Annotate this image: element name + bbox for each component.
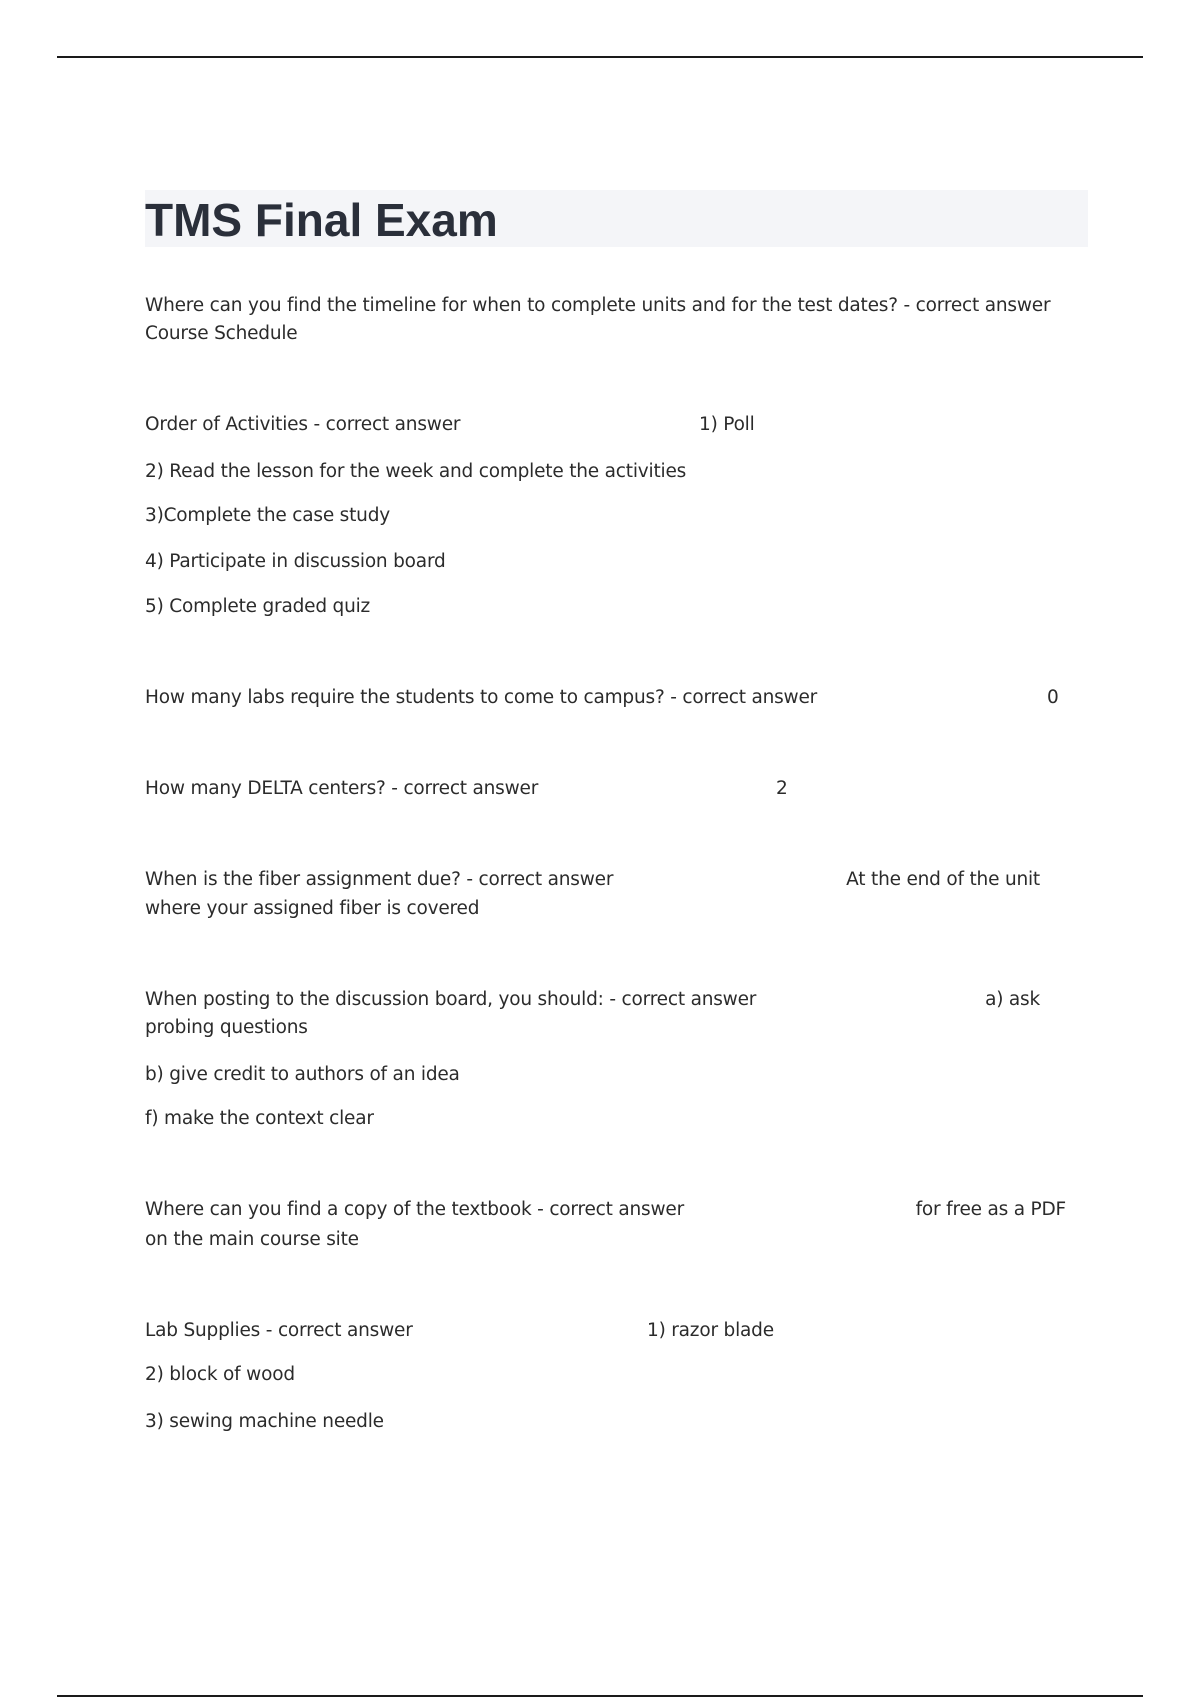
top-rule bbox=[57, 56, 1143, 58]
answer-text: 1) Poll bbox=[699, 414, 755, 435]
answer-text: Course Schedule bbox=[145, 323, 298, 344]
answer-continuation: f) make the context clear bbox=[145, 1108, 374, 1129]
answer-wrap-text: where your assigned fiber is covered bbox=[145, 898, 480, 919]
answer-text: At the end of the unit bbox=[846, 869, 1040, 890]
answer-text: 1) razor blade bbox=[647, 1320, 774, 1341]
answer-continuation: 3)Complete the case study bbox=[145, 505, 390, 526]
answer-wrap-text: probing questions bbox=[145, 1017, 308, 1038]
document-title: TMS Final Exam bbox=[145, 194, 498, 246]
answer-text: a) ask bbox=[985, 989, 1040, 1010]
question-text: Where can you find the timeline for when to complete units and for the test dates? - correct answer bbox=[145, 295, 1051, 316]
answer-continuation: 4) Participate in discussion board bbox=[145, 551, 446, 572]
question-text: How many DELTA centers? - correct answer bbox=[145, 778, 539, 799]
answer-text: for free as a PDF bbox=[915, 1199, 1066, 1220]
answer-continuation: 2) Read the lesson for the week and complete the activities bbox=[145, 461, 687, 482]
answer-continuation: 5) Complete graded quiz bbox=[145, 596, 371, 617]
question-text: How many labs require the students to come to campus? - correct answer bbox=[145, 687, 818, 708]
question-text: Lab Supplies - correct answer bbox=[145, 1320, 413, 1341]
question-text: Where can you find a copy of the textbook - correct answer bbox=[145, 1199, 685, 1220]
question-text: When posting to the discussion board, you should: - correct answer bbox=[145, 989, 757, 1010]
answer-continuation: 2) block of wood bbox=[145, 1364, 295, 1385]
question-text: Order of Activities - correct answer bbox=[145, 414, 461, 435]
question-text: When is the fiber assignment due? - correct answer bbox=[145, 869, 614, 890]
answer-continuation: 3) sewing machine needle bbox=[145, 1411, 384, 1432]
bottom-rule bbox=[57, 1695, 1143, 1697]
answer-continuation: b) give credit to authors of an idea bbox=[145, 1064, 460, 1085]
answer-wrap-text: on the main course site bbox=[145, 1229, 359, 1250]
answer-text: 0 bbox=[1047, 687, 1059, 708]
answer-text: 2 bbox=[776, 778, 788, 799]
